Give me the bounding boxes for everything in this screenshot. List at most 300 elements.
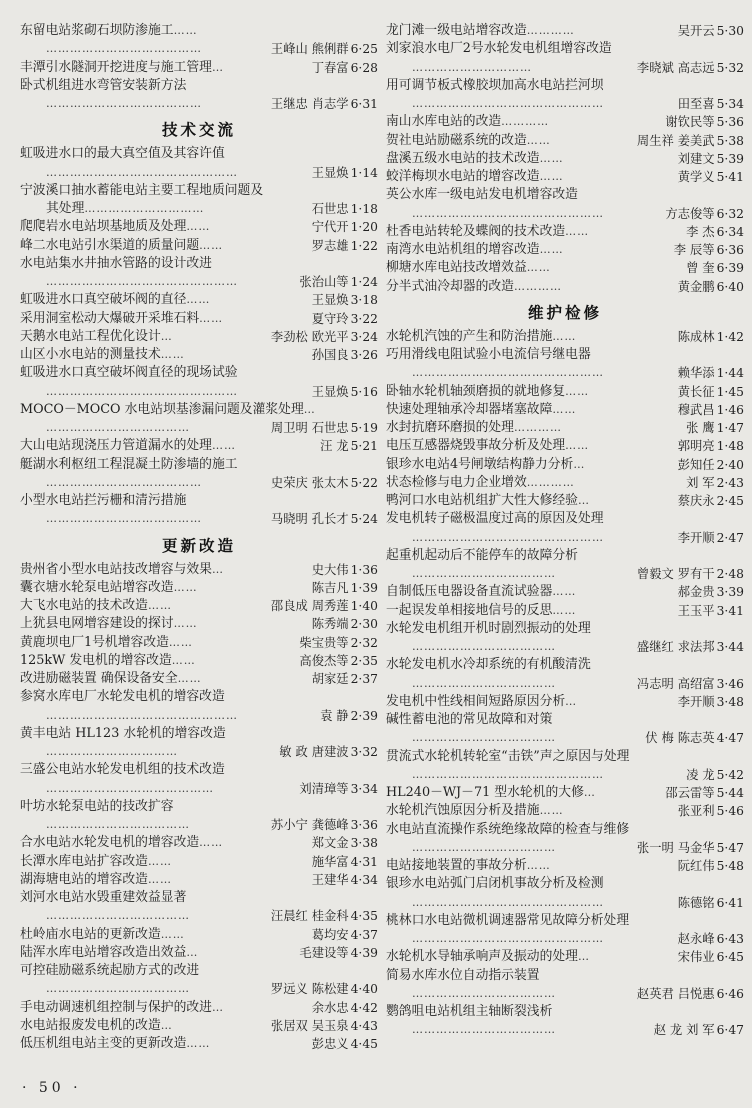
entry-author: 刘建文 [677, 151, 715, 166]
entry-title: 发电机中性线相间短路原因分析 [386, 693, 566, 709]
entry-ref [318, 707, 378, 725]
entry-author: 孙国良 [311, 348, 349, 362]
entry-ref [676, 22, 744, 40]
entry-title: 宁波溪口抽水蓄能电站主要工程地质问题及 [20, 182, 264, 198]
leader-dots: …… [565, 384, 590, 398]
entry-page: 3·22 [350, 311, 378, 326]
entry-author: 张亚利 [677, 804, 715, 819]
entry-author: 汪晨红 桂金科 [270, 909, 349, 924]
entry-title: 盘溪五级水电站的技术改造 [386, 150, 540, 166]
entry-author: 曾毅文 罗有干 [636, 567, 715, 581]
entry-ref [663, 205, 744, 223]
entry-page: 4·43 [350, 1018, 378, 1033]
entry-author: 李劲松 欧光平 [270, 329, 349, 344]
toc-entry [386, 766, 744, 784]
toc-entry [20, 834, 378, 852]
entry-page: 3·34 [350, 781, 378, 796]
entry-author: 赵英君 吕悦惠 [636, 986, 715, 1001]
entry-title: 虹吸进水口真空破坏阀直径的现场试验 [20, 365, 238, 381]
toc-entry [20, 707, 378, 725]
entry-author: 周卫明 石世忠 [270, 421, 349, 435]
entry-title: 水电站报废发电机的改造 [20, 1017, 161, 1033]
toc-entry [20, 889, 378, 907]
entry-ref [676, 95, 744, 113]
entry-page: 6·36 [716, 243, 744, 257]
leader-dots: …… [552, 603, 577, 617]
toc-entry [386, 205, 744, 223]
toc-entry [20, 999, 378, 1017]
entry-page: 4·47 [716, 731, 744, 746]
entry-title: 水轮发电机水冷却系统的有机酸清洗 [386, 657, 591, 673]
entry-page: 5·34 [716, 97, 744, 111]
toc-entry [20, 291, 378, 309]
toc-entry [386, 259, 744, 277]
entry-page: 2·32 [350, 635, 378, 650]
entry-page: 6·47 [716, 1023, 744, 1038]
entry-ref [635, 839, 744, 857]
entry-author: 陈成林 [677, 329, 715, 344]
entry-page: 5·42 [716, 767, 744, 782]
entry-title: 卧式机组进水弯管安装新方法 [20, 77, 187, 93]
entry-title: 电站接地装置的事故分析 [386, 858, 527, 873]
leader-dots: … [565, 694, 578, 708]
toc-entry [386, 150, 744, 168]
entry-author: 谢钦民等 [665, 115, 715, 130]
entry-ref [676, 364, 744, 382]
entry-author: 夏守玲 [311, 311, 349, 326]
toc-entry [20, 944, 378, 962]
entry-title: 刘河水电站水毁重建效益显著 [20, 890, 187, 905]
entry-page: 5·48 [716, 859, 744, 873]
toc-entry [20, 816, 378, 834]
leader-dots: …… [147, 599, 172, 612]
entry-ref [297, 944, 378, 962]
toc-entry [20, 437, 378, 455]
entry-title: 卧轴水轮机轴颈磨损的就地修复 [386, 383, 566, 399]
toc-entry [20, 95, 378, 113]
entry-title: 银珍水电站弧门启闭机事故分析及检测 [386, 876, 604, 892]
entry-page: 5·19 [350, 421, 378, 435]
entry-title: MOCO－MOCO 水电站坝基渗漏问题及灌浆处理 [20, 401, 304, 417]
entry-ref [310, 346, 378, 364]
entry-page: 2·39 [350, 708, 378, 723]
entry-ref [684, 474, 744, 492]
leader-dots: … [211, 562, 224, 576]
entry-title: 一起误发单相接地信号的反思 [386, 602, 553, 618]
entry-ref [676, 894, 744, 912]
leader-dots: … [573, 457, 586, 471]
entry-ref [635, 675, 744, 693]
leader-dots: ………………………………………… [46, 708, 238, 722]
toc-column-right [386, 22, 744, 1040]
leader-dots: ……………………………… [46, 909, 190, 923]
entry-author: 宋伟业 [677, 950, 715, 965]
entry-ref [310, 561, 378, 579]
entry-author: 冯志明 高绍富 [636, 676, 715, 691]
toc-entry [20, 634, 378, 652]
entry-ref [269, 328, 378, 346]
entry-author: 丁春富 [311, 60, 349, 75]
entry-author: 李晓斌 高志远 [636, 60, 715, 75]
toc-entry [386, 583, 744, 601]
entry-ref [277, 743, 378, 761]
leader-dots: …… [199, 836, 224, 850]
entry-ref [676, 948, 744, 966]
entry-page: 3·48 [716, 694, 744, 709]
entry-author: 郝金贵 [677, 585, 715, 600]
leader-dots: ………………………………… [46, 97, 202, 110]
entry-title: 水轮机水导轴承响声及振动的处理 [386, 949, 578, 965]
entry-title: 银珍水电站4号闸墩结构静力分析 [386, 456, 574, 472]
toc-entry [386, 565, 744, 583]
entry-page: 4·37 [350, 927, 378, 942]
leader-dots: ………… [526, 475, 575, 489]
toc-entry [20, 615, 378, 633]
entry-page: 3·26 [350, 348, 378, 362]
entry-author: 赖华添 [677, 366, 715, 381]
leader-dots: …… [177, 672, 202, 685]
toc-entry [20, 1017, 378, 1035]
entry-ref [310, 834, 378, 852]
entry-ref [310, 670, 378, 688]
toc-entry [386, 22, 744, 40]
entry-author: 彭忠义 [311, 1037, 349, 1051]
entry-title: 合水电站水轮发电机的增容改造 [20, 835, 200, 851]
toc-entry [386, 948, 744, 966]
leader-dots: ………………………………………… [412, 895, 604, 909]
entry-page: 6·45 [716, 950, 744, 965]
entry-author: 田至喜 [677, 97, 715, 111]
entry-author: 邵良成 周秀莲 [270, 599, 349, 613]
leader-dots: … [211, 1000, 224, 1014]
entry-title: 湖海塘电站的增容改造 [20, 871, 148, 887]
entry-author: 穆武昌 [677, 402, 715, 417]
entry-title: 水轮机汽蚀原因分析及措施 [386, 803, 540, 819]
entry-ref [684, 766, 744, 784]
entry-title: 贺社电站励磁系统的改造 [386, 132, 527, 148]
entry-page: 1·47 [716, 421, 744, 435]
entry-page: 4·39 [350, 945, 378, 960]
leader-dots: ………………………………………… [412, 366, 604, 380]
toc-entry [386, 967, 744, 985]
toc-entry [20, 401, 378, 419]
entry-ref [310, 164, 378, 182]
section-heading: 技术交流 [161, 121, 236, 140]
entry-page: 6·43 [716, 932, 744, 946]
entry-page: 4·31 [350, 854, 378, 869]
toc-entry [20, 853, 378, 871]
leader-dots: ………………………………………… [412, 767, 604, 781]
leader-dots: ………… [513, 279, 562, 293]
toc-entry [386, 492, 744, 510]
entry-author: 曾 奎 [686, 261, 715, 276]
entry-author: 刘清璋等 [299, 781, 349, 796]
leader-dots: …… [173, 580, 198, 594]
entry-title: 长潭水库电站扩容改造 [20, 853, 148, 869]
leader-dots: ………… [526, 24, 575, 37]
entry-title: 用可调节板式橡胶坝加高水电站拦河坝 [386, 77, 604, 93]
toc-entry [386, 930, 744, 948]
entry-ref [635, 132, 744, 150]
entry-author: 宁代开 [311, 220, 349, 235]
entry-page: 3·32 [350, 745, 378, 759]
entry-ref [310, 999, 378, 1017]
leader-dots: …………………………………… [46, 781, 214, 795]
entry-author: 邵云雷等 [665, 786, 715, 800]
toc-entry [20, 798, 378, 816]
toc-entry [20, 145, 378, 163]
entry-title: 贯流式水轮机转轮室“击铁”声之原因与处理 [386, 748, 630, 764]
entry-page: 1·36 [350, 562, 378, 577]
entry-title: 大山电站现浇压力管道漏水的处理 [20, 438, 212, 454]
toc-entry [20, 962, 378, 980]
entry-title: 参窝水库电厂水轮发电机的增容改造 [20, 689, 225, 705]
entry-author: 陈德铭 [677, 895, 715, 910]
section-heading: 更新改造 [161, 536, 236, 555]
leader-dots: ………………………………… [46, 42, 202, 56]
entry-ref [310, 218, 378, 236]
entry-page: 6·34 [716, 224, 744, 239]
entry-title: 刘家浪水电厂2号水轮发电机组增容改造 [386, 41, 612, 57]
entry-page: 4·35 [350, 909, 378, 924]
entry-page: 3·39 [716, 585, 744, 600]
entry-ref [676, 150, 744, 168]
entry-page: 5·46 [716, 804, 744, 819]
toc-entry [20, 652, 378, 670]
toc-entry [386, 328, 744, 346]
toc-entry [386, 620, 744, 638]
entry-title: 电压互感器烧毁事故分析及处理 [386, 438, 566, 454]
entry-title: 黄丰电站 HL123 水轮机的增容改造 [20, 725, 226, 741]
entry-author: 黄长征 [677, 384, 715, 399]
toc-entry [386, 656, 744, 674]
entry-page: 3·18 [350, 293, 378, 308]
leader-dots: ………………………………………… [412, 206, 604, 220]
entry-title: 鹦鸽咀电站机组主轴断裂浅析 [386, 1004, 553, 1019]
entry-author: 余水忠 [311, 1000, 349, 1015]
entry-ref [676, 802, 744, 820]
entry-title: 南山水库电站的改造 [386, 114, 502, 130]
toc-entry [386, 223, 744, 241]
entry-author: 赵永峰 [677, 932, 715, 946]
entry-author: 汪 龙 [320, 439, 349, 454]
leader-dots: … [583, 786, 596, 799]
entry-page: 3·46 [716, 676, 744, 691]
entry-page: 6·28 [350, 60, 378, 75]
entry-ref [663, 784, 744, 802]
toc-entry [20, 926, 378, 944]
leader-dots: ………… [513, 421, 562, 434]
leader-dots: …… [147, 872, 172, 886]
entry-page: 5·47 [716, 840, 744, 855]
entry-title: 三盛公电站水轮发电机组的技术改造 [20, 762, 225, 778]
toc-entry [386, 602, 744, 620]
entry-page: 2·43 [716, 475, 744, 490]
leader-dots: …… [539, 151, 564, 165]
toc-entry [386, 474, 744, 492]
entry-title: 可控硅励磁系统起励方式的改进 [20, 963, 200, 978]
toc-entry [386, 729, 744, 747]
toc-entry [386, 383, 744, 401]
entry-title: 小型水电站拦污栅和清污措施 [20, 493, 187, 508]
entry-author: 胡家廷 [311, 672, 349, 686]
entry-title: 其处理 [46, 201, 85, 216]
leader-dots: …… [186, 220, 211, 234]
leader-dots: …… [552, 402, 577, 416]
toc-entry [20, 182, 378, 200]
entry-page: 2·47 [716, 530, 744, 545]
entry-author: 敏 政 唐建波 [279, 745, 349, 759]
entry-title: 蛟洋梅坝水电站的增容改造 [386, 169, 540, 184]
entry-page: 4·45 [350, 1037, 378, 1051]
entry-page: 5·38 [716, 133, 744, 148]
entry-title: 英公水库一级电站发电机增容改造 [386, 187, 578, 203]
leader-dots: ………………………… [84, 202, 205, 215]
entry-author: 高俊杰等 [299, 653, 349, 668]
leader-dots: ………… [501, 115, 550, 129]
leader-dots: ………………………………………… [46, 384, 238, 398]
entry-page: 6·32 [716, 206, 744, 221]
entry-author: 王继忠 肖志学 [270, 97, 349, 111]
entry-page: 5·22 [350, 475, 378, 490]
entry-title: 柳塘水库电站技改增效益 [386, 260, 527, 276]
entry-author: 张 鹰 [686, 421, 715, 435]
leader-dots: ……………………………… [46, 982, 190, 996]
toc-entry [386, 821, 744, 839]
leader-dots: ……………………………… [412, 676, 556, 690]
toc-entry [20, 743, 378, 761]
leader-dots: ……………………………… [412, 731, 556, 745]
toc-entry [386, 241, 744, 259]
entry-title: 黄鹿坝电厂1号机增容改造 [20, 634, 169, 650]
leader-dots: …… [199, 238, 224, 252]
leader-dots: …… [552, 585, 577, 599]
entry-title: 水轮机汽蚀的产生和防治措施 [386, 328, 553, 344]
entry-title: 南湾水电站机组的增容改造 [386, 242, 540, 257]
entry-author: 赵 龙 刘 军 [653, 1023, 715, 1038]
entry-title: 手电动调速机组控制与保护的改进 [20, 999, 212, 1015]
entry-page: 5·41 [716, 170, 744, 184]
entry-ref [672, 241, 744, 259]
toc-entry [386, 77, 744, 95]
leader-dots: ………………………………………… [46, 165, 238, 179]
toc-entry [20, 980, 378, 998]
toc-entry [386, 1021, 744, 1039]
toc-entry [386, 278, 744, 296]
entry-ref [310, 237, 378, 255]
entry-ref [676, 492, 744, 510]
toc-entry [20, 597, 378, 615]
entry-title: 简易水库水位自动指示装置 [386, 967, 540, 983]
leader-dots: …… [160, 927, 185, 941]
toc-entry [386, 529, 744, 547]
entry-title: 水电站直流操作系统绝缘故障的检查与维修 [386, 821, 630, 837]
leader-dots: ………………………………………… [412, 97, 604, 110]
entry-page: 5·21 [350, 439, 378, 454]
leader-dots: ………………………… [412, 60, 532, 74]
entry-title: 起重机起动后不能停车的故障分析 [386, 547, 578, 563]
entry-page: 5·32 [716, 60, 744, 75]
entry-title: 上犹县电网增容建设的探讨 [20, 616, 174, 632]
entry-title: 桃林口水电站微机调速器常见故障分析处理 [386, 912, 630, 928]
entry-author: 王显焕 [311, 165, 349, 180]
entry-title: 爬爬岩水电站坝基地质及处理 [20, 219, 187, 235]
toc-entry [386, 419, 744, 437]
entry-author: 王建华 [311, 872, 349, 887]
entry-title: 发电机转子磁极温度过高的原因及处理 [386, 511, 604, 527]
entry-title: 丰潭引水隧洞开挖进度与施工管理 [20, 59, 212, 75]
leader-dots: …… [186, 293, 211, 307]
leader-dots: …… [565, 439, 590, 453]
toc-entry [386, 748, 744, 766]
entry-author: 史大伟 [311, 562, 349, 577]
toc-entry [20, 456, 378, 474]
entry-ref [676, 693, 744, 711]
entry-ref [310, 200, 378, 218]
entry-author: 葛均安 [311, 927, 349, 942]
toc-entry [20, 40, 378, 58]
entry-ref [310, 853, 378, 871]
toc-entry [386, 437, 744, 455]
entry-title: 大飞水电站的技术改造 [20, 598, 148, 613]
toc-entry [20, 364, 378, 382]
entry-page: 3·41 [716, 603, 744, 618]
entry-page: 1·46 [716, 402, 744, 417]
toc-entry [386, 693, 744, 711]
leader-dots: ……………………………… [412, 986, 556, 1000]
entry-ref [310, 310, 378, 328]
entry-page: 2·35 [350, 653, 378, 668]
leader-dots: …… [173, 617, 198, 631]
toc-entry [20, 1035, 378, 1053]
toc-entry [20, 579, 378, 597]
toc-entry [20, 255, 378, 273]
toc-entry [386, 638, 744, 656]
toc-entry [20, 871, 378, 889]
leader-dots: …… [539, 170, 564, 183]
entry-author: 郑文金 [311, 836, 349, 851]
entry-ref [318, 437, 378, 455]
entry-title: 自制低压电器设备直流试验器 [386, 584, 553, 600]
toc-entry [20, 510, 378, 528]
toc-entry [386, 168, 744, 186]
entry-ref [676, 583, 744, 601]
toc-entry [386, 784, 744, 802]
entry-page: 1·39 [350, 580, 378, 595]
entry-ref [652, 1021, 744, 1039]
entry-ref [684, 259, 744, 277]
toc-entry [386, 675, 744, 693]
entry-title: 状态检修与电力企业增效 [386, 474, 527, 490]
entry-ref [684, 223, 744, 241]
entry-ref [297, 652, 378, 670]
entry-title: 水轮发电机组开机时剧烈振动的处理 [386, 620, 591, 636]
entry-author: 张治山等 [299, 275, 349, 289]
leader-dots: ………………………………………… [412, 932, 604, 945]
entry-ref [269, 816, 378, 834]
entry-ref [676, 328, 744, 346]
entry-ref [310, 383, 378, 401]
leader-dots: ……………………………… [412, 567, 556, 580]
entry-ref [676, 857, 744, 875]
entry-ref [269, 510, 378, 528]
leader-dots: … [577, 494, 590, 507]
entry-author: 马晓明 孔长才 [270, 512, 349, 527]
entry-title: 虹吸进水口的最大真空值及其容许值 [20, 146, 225, 162]
toc-entry [386, 95, 744, 113]
entry-title: 低压机组电站主变的更新改造 [20, 1036, 187, 1051]
toc-entry [386, 839, 744, 857]
